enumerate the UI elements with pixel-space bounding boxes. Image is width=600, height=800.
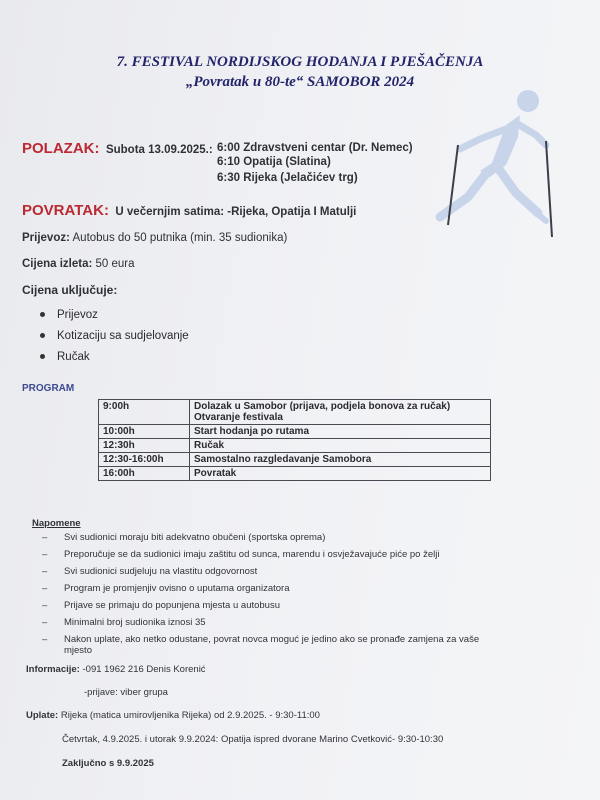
table-row xyxy=(99,467,491,481)
notes-title: Napomene xyxy=(32,518,81,529)
table-cell-activity: Ručak xyxy=(190,439,491,453)
page-title: 7. FESTIVAL NORDIJSKOG HODANJA I PJEŠAČENJA xyxy=(116,54,484,70)
table-cell-activity: Samostalno razgledavanje Samobora xyxy=(190,453,491,467)
page-subtitle: „Povratak u 80-te“ SAMOBOR 2024 xyxy=(185,74,415,90)
info-signup: -prijave: viber grupa xyxy=(84,687,168,698)
departure-stop: 6:10 Opatija (Slatina) xyxy=(217,156,331,168)
includes-label: Cijena uključuje: xyxy=(22,283,118,297)
return-text: U večernjim satima: -Rijeka, Opatija I Matulji xyxy=(115,206,357,218)
table-row xyxy=(99,400,491,425)
transport-line: Prijevoz: Autobus do 50 putnika (min. 35 sudionika) xyxy=(22,232,288,244)
table-row xyxy=(99,439,491,453)
payment-closing: Zaključno s 9.9.2025 xyxy=(62,758,154,769)
list-item: Ručak xyxy=(40,346,189,367)
table-cell-time: 16:00h xyxy=(99,467,190,481)
table-cell-time: 10:00h xyxy=(99,425,190,439)
return-label: POVRATAK: xyxy=(22,202,109,219)
program-table xyxy=(98,399,491,481)
departure-stop: 6:30 Rijeka (Jelačićev trg) xyxy=(217,172,358,184)
table-cell-activity: Povratak xyxy=(190,467,491,481)
list-item: – Preporučuje se da sudionici imaju zaštitu od sunca, marendu i osvježavajuće piće po želji xyxy=(42,549,440,560)
list-item: – Nakon uplate, ako netko odustane, povrat novca moguć je jedino ako se pronađe zamjena za vaše mjesto xyxy=(42,634,480,656)
departure-stop: 6:00 Zdravstveni centar (Dr. Nemec) xyxy=(217,142,413,154)
table-cell-activity: Start hodanja po rutama xyxy=(190,425,491,439)
table-row xyxy=(99,425,491,439)
payment-line: Uplate: Rijeka (matica umirovljenika Rijeka) od 2.9.2025. - 9:30-11:00 xyxy=(26,710,320,721)
table-row xyxy=(99,453,491,467)
departure-stops xyxy=(217,140,413,157)
list-item: – Svi sudionici sudjeluju na vlastitu odgovornost xyxy=(42,566,258,577)
departure-label: POLAZAK: xyxy=(22,140,100,157)
list-item: Prijevoz xyxy=(40,304,189,325)
program-label: PROGRAM xyxy=(22,383,75,394)
list-item: – Svi sudionici moraju biti adekvatno obučeni (sportska oprema) xyxy=(42,532,326,543)
departure-section xyxy=(22,140,213,158)
table-cell-time: 9:00h xyxy=(99,400,190,425)
includes-list xyxy=(40,304,189,367)
list-item: – Minimalni broj sudionika iznosi 35 xyxy=(42,617,206,628)
list-item: Kotizaciju sa sudjelovanje xyxy=(40,325,189,346)
price-line: Cijena izleta: 50 eura xyxy=(22,258,135,270)
table-cell-time: 12:30-16:00h xyxy=(99,453,190,467)
list-item: – Program je promjenjiv ovisno o uputama organizatora xyxy=(42,583,290,594)
departure-date: Subota 13.09.2025.: xyxy=(105,144,213,156)
table-cell-activity: Dolazak u Samobor (prijava, podjela bonova za ručak) Otvaranje festivala xyxy=(190,400,491,425)
payment-line-2: Četvrtak, 4.9.2025. i utorak 9.9.2024: Opatija ispred dvorane Marino Cvetković- 9:30-10:30 xyxy=(62,734,444,745)
info-line: Informacije: -091 1962 216 Denis Korenić xyxy=(26,664,206,675)
notes-list xyxy=(42,532,512,662)
table-cell-time: 12:30h xyxy=(99,439,190,453)
list-item: – Prijave se primaju do popunjena mjesta u autobusu xyxy=(42,600,280,611)
return-section xyxy=(22,202,356,220)
nordic-walker-icon xyxy=(420,85,560,245)
